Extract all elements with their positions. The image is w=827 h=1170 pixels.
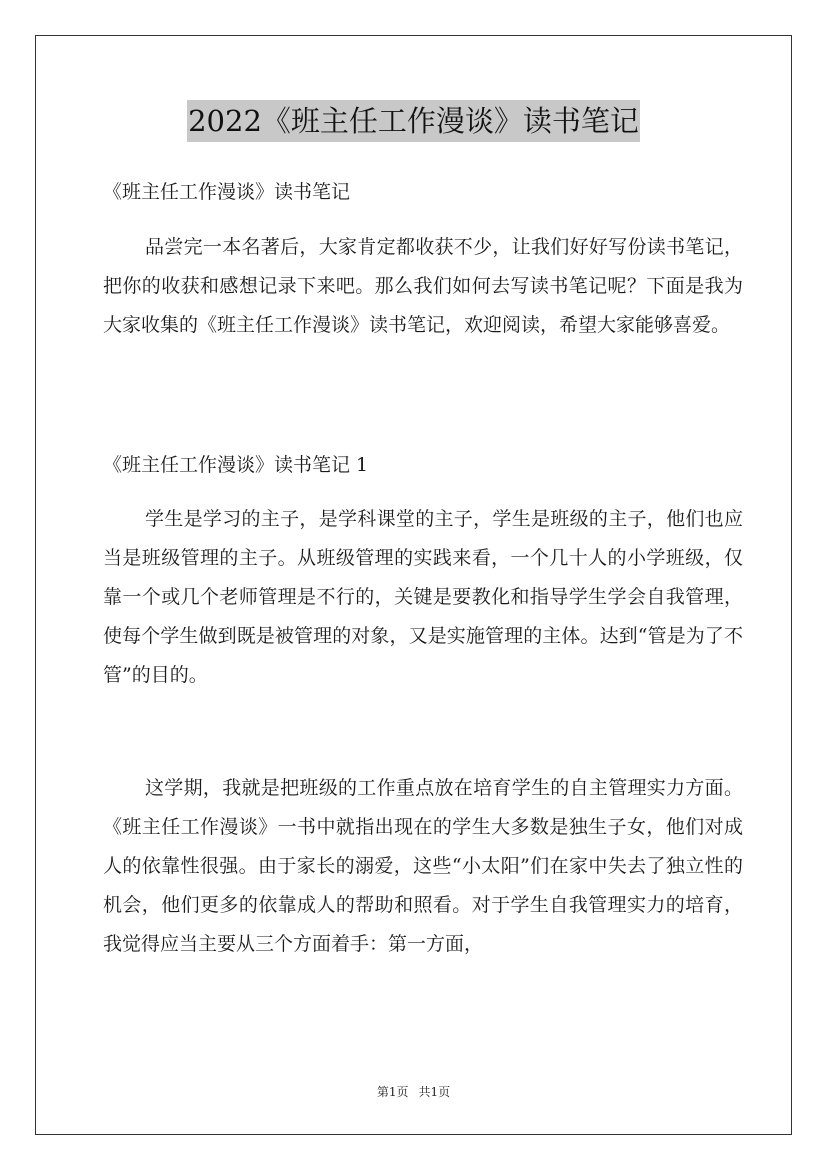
intro-paragraph: 品尝完一本名著后，大家肯定都收获不少，让我们好好写份读书笔记，把你的收获和感想记录下来吧。那么我们如何去写读书笔记呢？下面是我为大家收集的《班主任工作漫谈》读书笔记，欢迎阅读，希望大家能够喜爱。 [103,236,743,336]
title-container [0,100,827,142]
document-title: 2022《班主任工作漫谈》读书笔记 [187,100,640,142]
page-footer [0,1083,827,1101]
body-paragraph-2: 这学期，我就是把班级的工作重点放在培育学生的自主管理实力方面。《班主任工作漫谈》一书中就指出现在的学生大多数是独生子女，他们对成人的依靠性很强。由于家长的溺爱，这些“小太阳”们在家中失去了独立性的机会，他们更多的依靠成人的帮助和照看。对于学生自我管理实力的培育，我觉得应当主要从三个方面着手：第一方面， [103,777,743,955]
body-paragraph-1: 学生是学习的主子，是学科课堂的主子，学生是班级的主子，他们也应当是班级管理的主子。从班级管理的实践来看，一个几十人的小学班级，仅靠一个或几个老师管理是不行的，关键是要教化和指导学生学会自我管理，使每个学生做到既是被管理的对象，又是实施管理的主体。达到“管是为了不管”的目的。 [103,508,743,686]
document-subtitle: 《班主任工作漫谈》读书笔记 [103,181,351,203]
page-total: 共1页 [418,1085,451,1099]
page-number: 第1页 [376,1085,409,1099]
section-heading: 《班主任工作漫谈》读书笔记 1 [103,454,369,476]
